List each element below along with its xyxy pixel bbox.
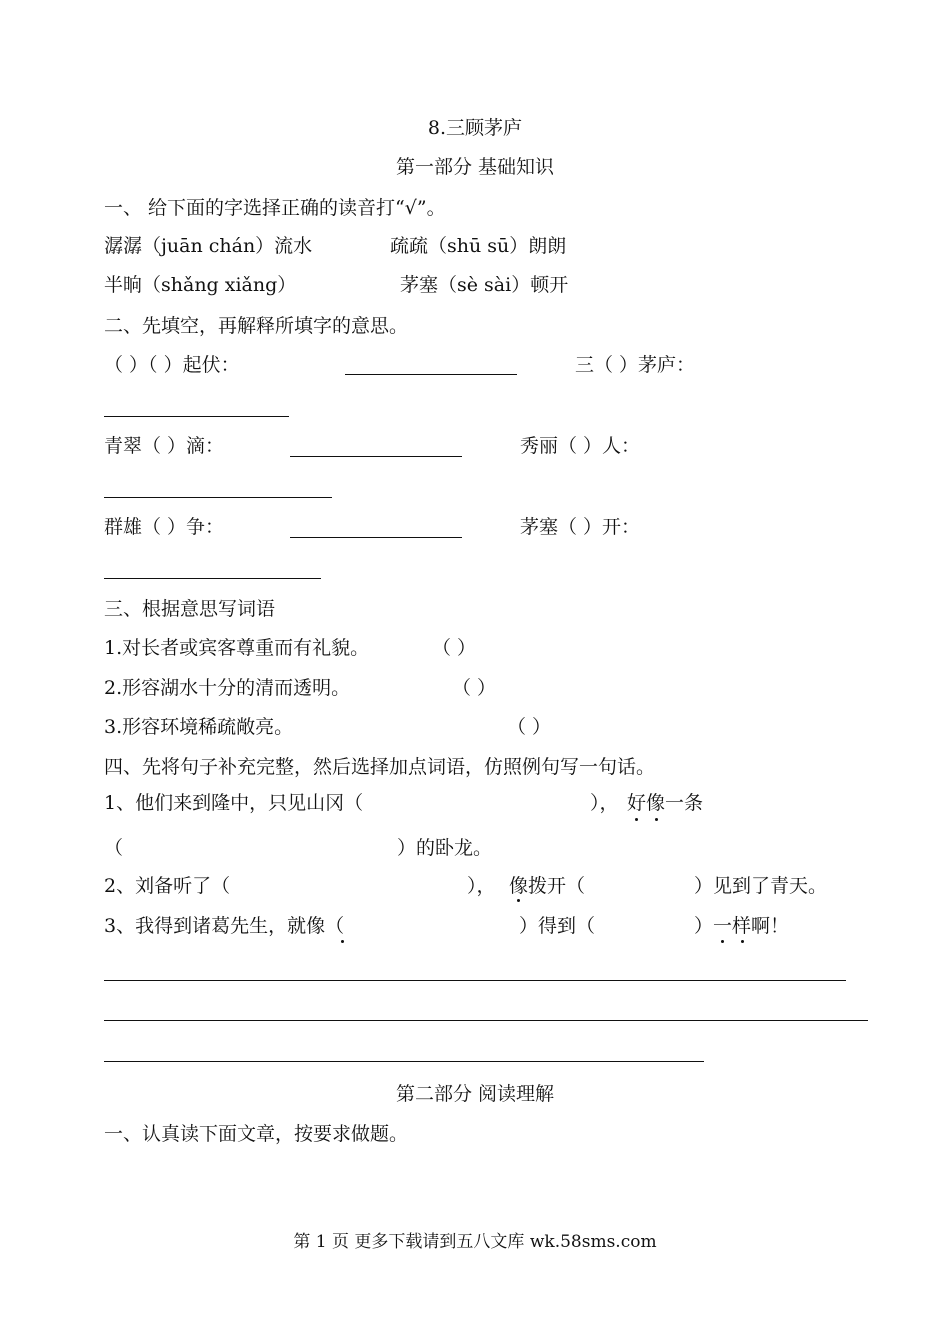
q4-s3-end: ）一样啊！	[694, 915, 790, 937]
q3-paren-1[interactable]: （ ）	[432, 637, 477, 659]
q3-item-2: 2.形容湖水十分的清而透明。	[104, 677, 351, 699]
q2-item-f: 茅塞（ ）开：	[520, 516, 641, 538]
q2-item-e: 群雄（ ）争：	[104, 516, 225, 538]
q4-s1-start: 1、他们来到隆中，只见山冈（	[104, 792, 364, 814]
emphasis-dot	[721, 940, 724, 943]
emphasis-dot	[635, 818, 638, 821]
q1-prompt: 一、 给下面的字选择正确的读音打“√”。	[104, 197, 446, 219]
q2-blank-c[interactable]	[290, 456, 462, 457]
q1-item-c: 半晌（shǎng xiǎng）	[104, 274, 297, 296]
emphasis-dot	[517, 899, 520, 902]
q2-blank-d[interactable]	[104, 497, 332, 498]
q2-item-c: 青翠（ ）滴：	[104, 435, 225, 457]
q4-s3-start: 3、我得到诸葛先生，就像（	[104, 915, 345, 937]
page-footer: 第 1 页 更多下载请到五八文库 wk.58sms.com	[293, 1232, 657, 1252]
q3-paren-2[interactable]: （ ）	[452, 677, 497, 699]
answer-line-1[interactable]	[104, 980, 846, 981]
q4-prompt: 四、先将句子补充完整，然后选择加点词语，仿照例句写一句话。	[104, 756, 656, 778]
q4-s3-mid: ）得到（	[519, 915, 596, 937]
q4-s2-end: ）见到了青天。	[694, 875, 828, 897]
q4-s1-end: ）的卧龙。	[397, 837, 493, 859]
part2-heading: 第二部分 阅读理解	[395, 1083, 555, 1105]
q2-blank-f[interactable]	[104, 578, 321, 579]
q3-item-1: 1.对长者或宾客尊重而有礼貌。	[104, 637, 370, 659]
q2-blank-a[interactable]	[345, 374, 517, 375]
q2-item-d: 秀丽（ ）人：	[520, 435, 641, 457]
q1-item-d: 茅塞（sè sài）顿开	[400, 274, 569, 296]
q1-item-b: 疏疏（shū sū）朗朗	[390, 235, 567, 257]
q3-item-3: 3.形容环境稀疏敞亮。	[104, 716, 294, 738]
part2-prompt: 一、认真读下面文章，按要求做题。	[104, 1123, 409, 1145]
q3-prompt: 三、根据意思写词语	[104, 598, 276, 620]
part1-heading: 第一部分 基础知识	[395, 156, 555, 178]
page-title: 8.三顾茅庐	[427, 117, 523, 139]
emphasis-dot	[655, 818, 658, 821]
q4-s1-close: ），	[590, 792, 619, 814]
q2-item-a: （ ）（ ）起伏：	[104, 354, 240, 376]
q2-blank-e[interactable]	[290, 537, 462, 538]
q3-paren-3[interactable]: （ ）	[507, 716, 552, 738]
q4-s2-simile: 像拨开（	[509, 875, 586, 897]
q1-item-a: 潺潺（juān chán）流水	[104, 235, 313, 257]
q4-s2-close: ），	[467, 875, 496, 897]
q4-s2-start: 2、刘备听了（	[104, 875, 231, 897]
q2-item-b: 三（ ）茅庐：	[575, 354, 696, 376]
answer-line-3[interactable]	[104, 1061, 704, 1062]
q2-blank-b[interactable]	[104, 416, 289, 417]
q4-s1-simile: 好像一条	[627, 792, 704, 814]
answer-line-2[interactable]	[104, 1020, 868, 1021]
emphasis-dot	[741, 940, 744, 943]
q4-s1-open2: （	[104, 837, 124, 859]
emphasis-dot	[341, 940, 344, 943]
q2-prompt: 二、先填空，再解释所填字的意思。	[104, 315, 409, 337]
